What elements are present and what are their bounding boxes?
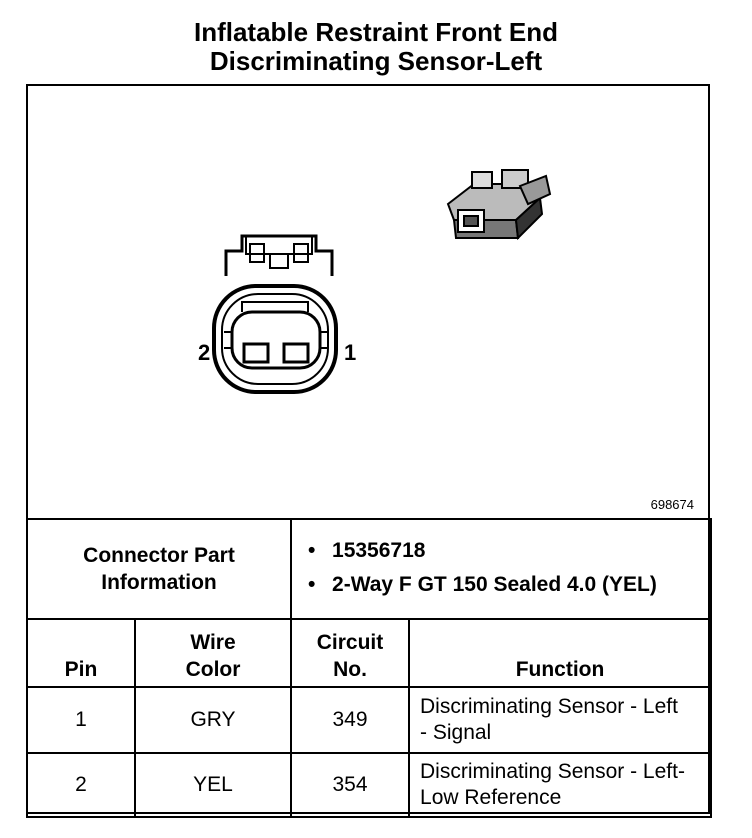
header-circuit: Circuit No. xyxy=(291,619,409,687)
circuit-cell: 349 xyxy=(291,687,409,753)
header-wire-color: Wire Color xyxy=(135,619,291,687)
title-line-1: Inflatable Restraint Front End xyxy=(193,17,559,47)
header-function: Function xyxy=(409,619,711,687)
connector-figure xyxy=(28,86,708,520)
function-cell: Discriminating Sensor - Left-Low Reference xyxy=(409,753,711,817)
table-header-row xyxy=(27,619,711,687)
connector-table xyxy=(26,518,712,818)
pin-label-2: 2 xyxy=(198,340,211,365)
connector-info-row xyxy=(27,519,711,619)
wire-color-cell: YEL xyxy=(135,753,291,817)
function-cell: Discriminating Sensor - Left - Signal xyxy=(409,687,711,753)
connector-info-list xyxy=(292,533,710,605)
circuit-cell: 354 xyxy=(291,753,409,817)
pin-label-1: 1 xyxy=(344,340,357,365)
connector-drawing xyxy=(28,86,708,520)
connector-info-cell xyxy=(291,519,711,619)
table-row xyxy=(27,753,711,817)
connector-info-label: Connector Part Information xyxy=(27,519,291,619)
diagram-title xyxy=(0,18,752,76)
connector-isometric-view xyxy=(448,170,550,238)
wire-color-cell: GRY xyxy=(135,687,291,753)
title-line-2: Discriminating Sensor-Left xyxy=(209,46,543,76)
figure-id: 698674 xyxy=(650,497,694,512)
part-number: • 15356718 xyxy=(332,539,702,563)
header-pin: Pin xyxy=(27,619,135,687)
connector-frame xyxy=(26,84,710,814)
table-row xyxy=(27,687,711,753)
pin-cell: 1 xyxy=(27,687,135,753)
pin-cell: 2 xyxy=(27,753,135,817)
connector-face xyxy=(214,286,336,392)
connector-description: • 2-Way F GT 150 Sealed 4.0 (YEL) xyxy=(332,573,702,597)
connector-latch xyxy=(226,236,332,276)
